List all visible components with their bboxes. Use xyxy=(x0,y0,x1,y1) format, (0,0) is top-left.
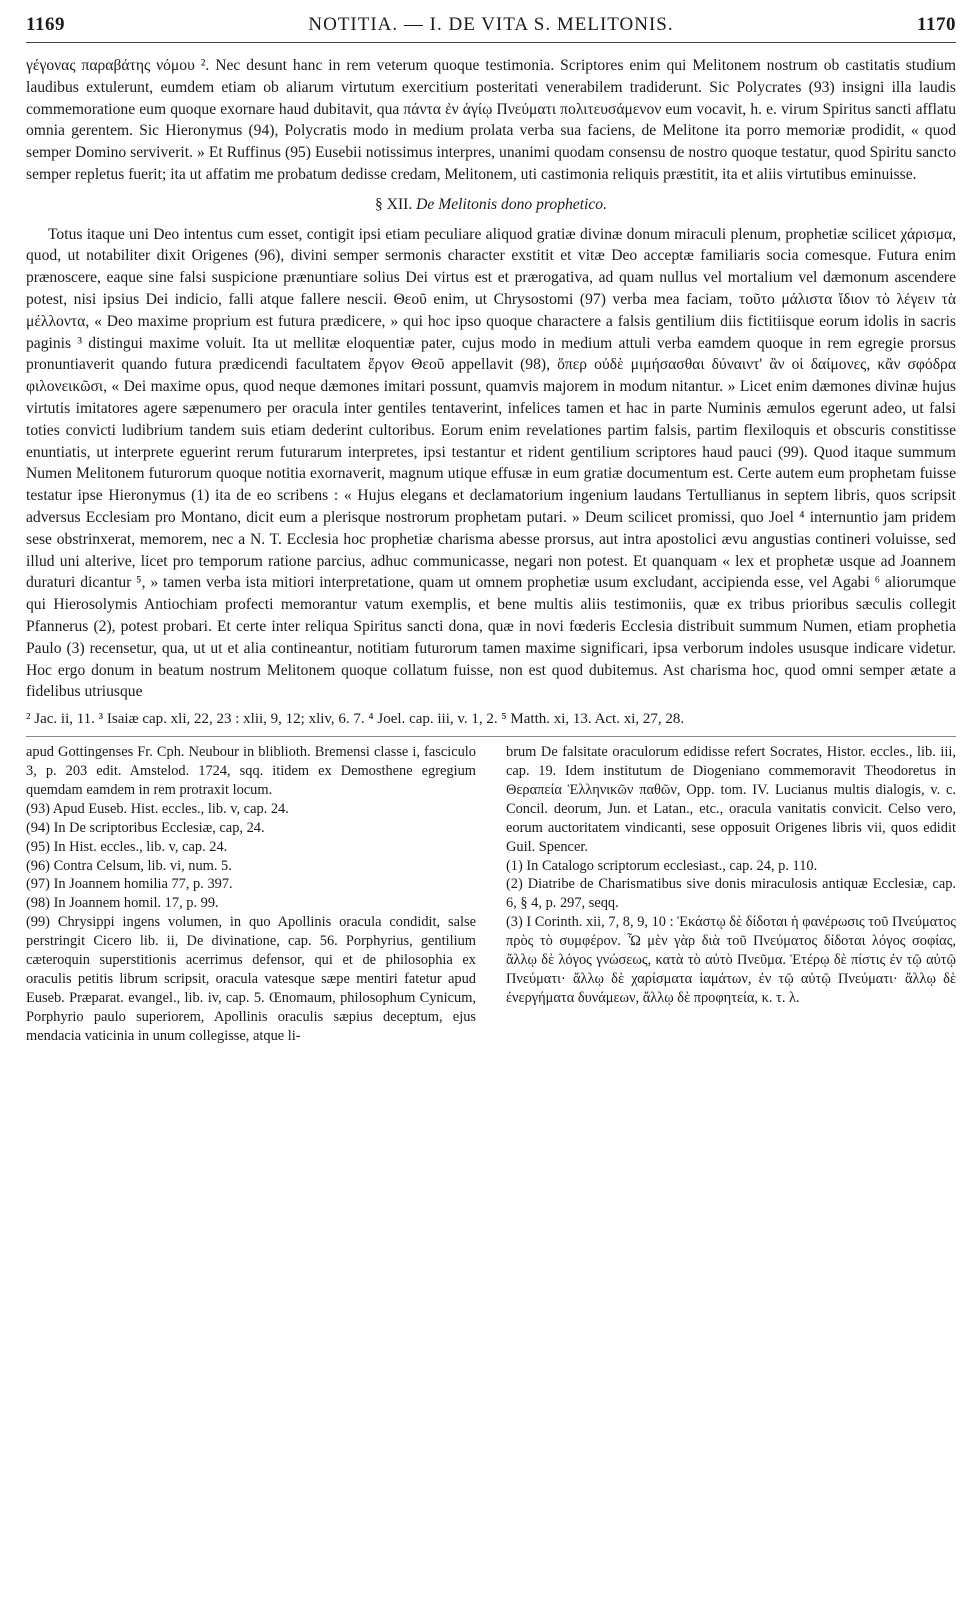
paragraph-2: Totus itaque uni Deo intentus cum esset, contigit ipsi etiam peculiare aliquod gratiæ divinæ donum miraculi plenum, prophetiæ scilicet χάρισμα, quod, ut notabiliter dixit Origenes (96), divini semper sermonis character exstitit et vitæ Deo acceptæ familiaris socia comesque. Futura enim prænoscere, eaque sine falsi suspicione prænuntiare solius Dei virtus est et prærogativa, ad quam nullus vel mortalium vel dæmonum ascendere potest, nisi ipsius Dei indicio, falli atque fallere nescii. Θεοῦ enim, ut Chrysostomi (97) verba mea faciam, τοῦτο μάλιστα ἴδιον τὸ λέγειν τὰ μέλλοντα, « Deo maxime proprium est futura prædicere, » qui hoc ipso quoque charactere a falsis gentilium diis fictitiisque eorum idolis in sacris paginis ³ distingui maxime voluit. Ita ut mellitæ eloquentiæ pater, cujus modo in medium attuli verba eamdem quoque in rem egregie prorsus pronuntiaverit quando futura prædicendi facultatem ἔργον Θεοῦ appellavit (98), ὅπερ οὐδὲ μιμήσασθαι δύναιντ' ἂν οἱ δαίμονες, κἂν σφόδρα φιλονεικῶσι, « Dei maxime opus, quod neque dæmones imitari possunt, quamvis majorem in modum nitantur. » Licet enim dæmones divinæ hujus virtutis imitatores agere sæpenumero per oracula inter gentiles tentaverint, infelices tamen et hac in parte Numinis æmulos egerunt adeo, ut falsi toties convicti ludibrium tandem suis etiam dederint cultoribus. Eorum enim revelationes partim falsis, partim flexiloquis et obscuris constitisse enuntiatis, ut interprete eguerint rerum futurarum interpretes, ipsi testantur et rident gentilium scriptores haud pauci (99). Quod itaque summum Numen Melitonem futurorum quoque notitia exornaverit, magnum utique effusæ in eum gratiæ documentum est. Certe autem eum prophetam fuisse testatur ipse Hieronymus (1) ita de eo scribens : « Hujus elegans et declamatorium ingenium laudans Tertullianus in septem libris, quos scripsit adversus Ecclesiam pro Montano, dicit eum a plerisque nostrorum prophetam putari. » Deum scilicet promissi, quo Joel ⁴ internuntio jam pridem sese obstrinxerat, memorem, nec a N. T. Ecclesia hoc prophetiæ charisma abesse prorsus, aut intra apostolici ævu angustias contineri voluisse, sed illud uni alterive, licet pro temporum ratione parcius, adhuc communicasse, negari non potest. Et quanquam « lex et prophetæ usque ad Joannem duraturi dicantur ⁵, » tamen verba ista mitiori interpretatione, quam ut omnem prophetiæ usum excludant, accipienda esse, vel Agabi ⁶ aliorumque qui Hierosolymis Antiochiam profecti memorantur vatum exemplis, et bene multis aliis testimoniis, quæ ex tribus prioribus sæculis collegit Pfannerus (2), potest probari. Et certe inter reliqua Spiritus sancti dona, quæ in novi fœderis Ecclesia distribuit summum Numen, etiam prophetia Paulo (3) recensetur, qua, ut ut et alia contineantur, notitiam futurorum tamen maxime significari, ipsa verborum indoles ususque indicare videtur. Hoc ergo donum in beatum nostrum Melitonem quoque collatum fuisse, non est quod dubitemus. Ast charisma hoc, quod omni semper ætate a fidelibus utriusque xyxy=(26,225,956,701)
scripture-references: ² Jac. ii, 11. ³ Isaiæ cap. xli, 22, 23 : xlii, 9, 12; xliv, 6. 7. ⁴ Joel. cap. iii, v. 1, 2. ⁵ Matth. xi, 13. Act. xi, 27, 28. xyxy=(26,709,956,737)
footnote: (96) Contra Celsum, lib. vi, num. 5. xyxy=(26,857,232,874)
footnote: (97) In Joannem homilia 77, p. 397. xyxy=(26,876,233,893)
section-number: § XII. xyxy=(374,195,413,213)
footnote: (93) Apud Euseb. Hist. eccles., lib. v, cap. 24. xyxy=(26,800,289,817)
left-column-number: 1169 xyxy=(26,14,65,35)
footnote: (94) In De scriptoribus Ecclesiæ, cap, 24. xyxy=(26,819,265,836)
footnotes-right-column xyxy=(506,743,956,1046)
footnote: brum De falsitate oraculorum edidisse refert Socrates, Histor. eccles., lib. iii, cap. 19. Idem institutum de Diogeniano commemoravit Theodoretus in Θεραπεία Ἑλληνικῶν παθῶν, Opp. tom. IV. Lucianus multis dialogis, v. c. Concil. deorum, Jun. et Latan., etc., oracula vanitatis convicit. Celso vero, eorum auctoritatem vindicanti, sese opposuit Origenes libris vii, quos edidit Guil. Spencer. xyxy=(506,744,956,855)
footnote: (3) I Corinth. xii, 7, 8, 9, 10 : Ἑκάστῳ δὲ δίδοται ἡ φανέρωσις τοῦ Πνεύματος πρὸς τὸ συμφέρον. Ὧ μὲν γὰρ διὰ τοῦ Πνεύματος δίδοται λόγος σοφίας, ἄλλῳ δὲ λόγος γνώσεως, κατὰ τὸ αὐτὸ Πνεῦμα. Ἑτέρῳ δὲ πίστις ἐν τῷ αὐτῷ Πνεύματι· ἄλλῳ δὲ χαρίσματα ἰαμάτων, ἐν τῷ αὐτῷ Πνεύματι· ἄλλῳ δὲ ἐνεργήματα δυνάμεων, ἄλλῳ δὲ προφητεία, κ. τ. λ. xyxy=(506,914,956,1006)
footnote: (2) Diatribe de Charismatibus sive donis miraculosis antiquæ Ecclesiæ, cap. 6, § 4, p. 297, seqq. xyxy=(506,876,956,912)
footnotes xyxy=(26,743,956,1046)
page-header xyxy=(26,14,956,43)
main-text xyxy=(26,55,956,703)
document-page xyxy=(26,14,956,1046)
running-title: NOTITIA. — I. DE VITA S. MELITONIS. xyxy=(308,14,674,35)
footnote: (98) In Joannem homil. 17, p. 99. xyxy=(26,895,219,912)
right-column-number: 1170 xyxy=(917,14,956,35)
footnote: (99) Chrysippi ingens volumen, in quo Apollinis oracula condidit, salse perstringit Cicero lib. ii, De divinatione, cap. 56. Porphyrius, gentilium cæteroquin superstitionis acerrimus defensor, qui et de philosophia ex oraculis petitis librum scripsit, oracula vatesque sæpe mentiri fatetur apud Euseb. Præparat. evangel., lib. iv, cap. 5. Œnomaum, philosophum Cynicum, Porphyrio paulo superiorem, Apollinis oraculis sæpius deceptum, ejus mendacia vaticinia in unum collegisse, atque li- xyxy=(26,914,476,1044)
footnote: apud Gottingenses Fr. Cph. Neubour in bliblioth. Bremensi classe i, fasciculo 3, p. 203 edit. Amstelod. 1724, sqq. itidem ex Demosthene egregium quemdam eamdem in rem protraxit locum. xyxy=(26,744,476,798)
footnote: (95) In Hist. eccles., lib. v, cap. 24. xyxy=(26,838,228,855)
section-subtitle: De Melitonis dono prophetico. xyxy=(416,195,607,213)
footnotes-left-column xyxy=(26,743,476,1046)
section-heading xyxy=(26,194,956,216)
paragraph-1: γέγονας παραβάτης νόμου ². Nec desunt hanc in rem veterum quoque testimonia. Scriptores enim qui Melitonem nostrum ob castitatis studium laudibus extulerunt, eumdem etiam ob aliarum virtutum exercitium posteritati venerabilem tradiderunt. Sic Polycrates (93) insigni illa laudis commemoratione eum quoque exornare haud dubitavit, qua πάντα ἐν ἁγίῳ Πνεύματι πολιτευσάμενον eum vocavit, h. e. virum Spiritus sancti afflatu omnia gerentem. Sic Hieronymus (94), Polycratis modo in medium prolata verba sua faciens, de Melitone ita porro memoriæ prodidit, « quod semper Domino serviverit. » Et Ruffinus (95) Eusebii notissimus interpres, unanimi quodam consensu de nostro quoque testatur, quod Spiritu sancto semper repletus fuerit; ita ut affatim me probatum dedisse credam, Melitonem, uti castimonia reliquis præstitit, ita et aliis virtutibus eminuisse. xyxy=(26,57,956,183)
footnote: (1) In Catalogo scriptorum ecclesiast., cap. 24, p. 110. xyxy=(506,857,818,874)
